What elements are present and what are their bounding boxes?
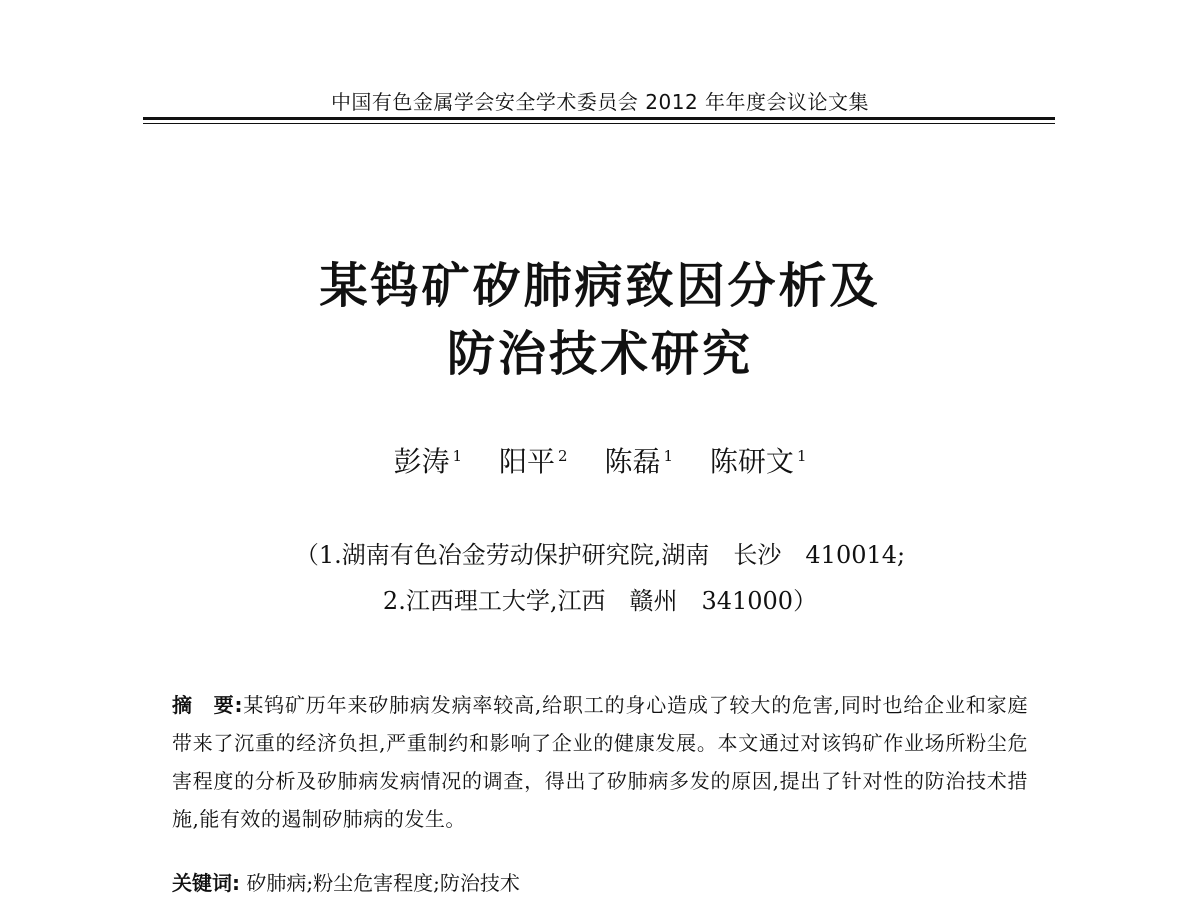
affiliation-line-1: （1.湖南有色冶金劳动保护研究院,湖南 长沙 410014; <box>294 541 906 569</box>
author-affil-mark: 1 <box>452 446 463 465</box>
abstract <box>172 686 1028 838</box>
author-list <box>0 440 1200 480</box>
author-name: 陈研文 <box>709 445 794 478</box>
header-rule-thick <box>143 117 1055 120</box>
author <box>499 445 568 478</box>
author-affil-mark: 1 <box>796 446 807 465</box>
author <box>604 445 673 478</box>
title-line-1: 某钨矿矽肺病致因分析及 <box>319 258 881 314</box>
abstract-text: 某钨矿历年来矽肺病发病率较高,给职工的身心造成了较大的危害,同时也给企业和家庭带来了沉重的经济负担,严重制约和影响了企业的健康发展。本文通过对该钨矿作业场所粉尘危害程度的分析及矽肺病发病情况的调查，得出了矽肺病多发的原因,提出了针对性的防治技术措施,能有效的遏制矽肺病的发生。 <box>172 693 1028 831</box>
affiliation-line-2: 2.江西理工大学,江西 赣州 341000） <box>382 587 818 615</box>
author <box>394 445 463 478</box>
title-line-2: 防治技术研究 <box>446 326 753 382</box>
author-name: 陈磊 <box>604 445 661 478</box>
author-name: 彭涛 <box>393 445 450 478</box>
keywords-text: 矽肺病;粉尘危害程度;防治技术 <box>246 871 520 895</box>
affiliations <box>0 532 1200 624</box>
header-rule-thin <box>143 123 1055 124</box>
keywords <box>172 868 520 898</box>
author-affil-mark: 1 <box>663 446 674 465</box>
keywords-label: 关键词: <box>172 871 240 895</box>
running-header: 中国有色金属学会安全学术委员会 2012 年年度会议论文集 <box>330 90 870 114</box>
author <box>710 445 807 478</box>
paper-title <box>0 252 1200 388</box>
author-name: 阳平 <box>498 445 555 478</box>
author-affil-mark: 2 <box>558 446 568 465</box>
abstract-label: 摘 要: <box>172 693 243 717</box>
